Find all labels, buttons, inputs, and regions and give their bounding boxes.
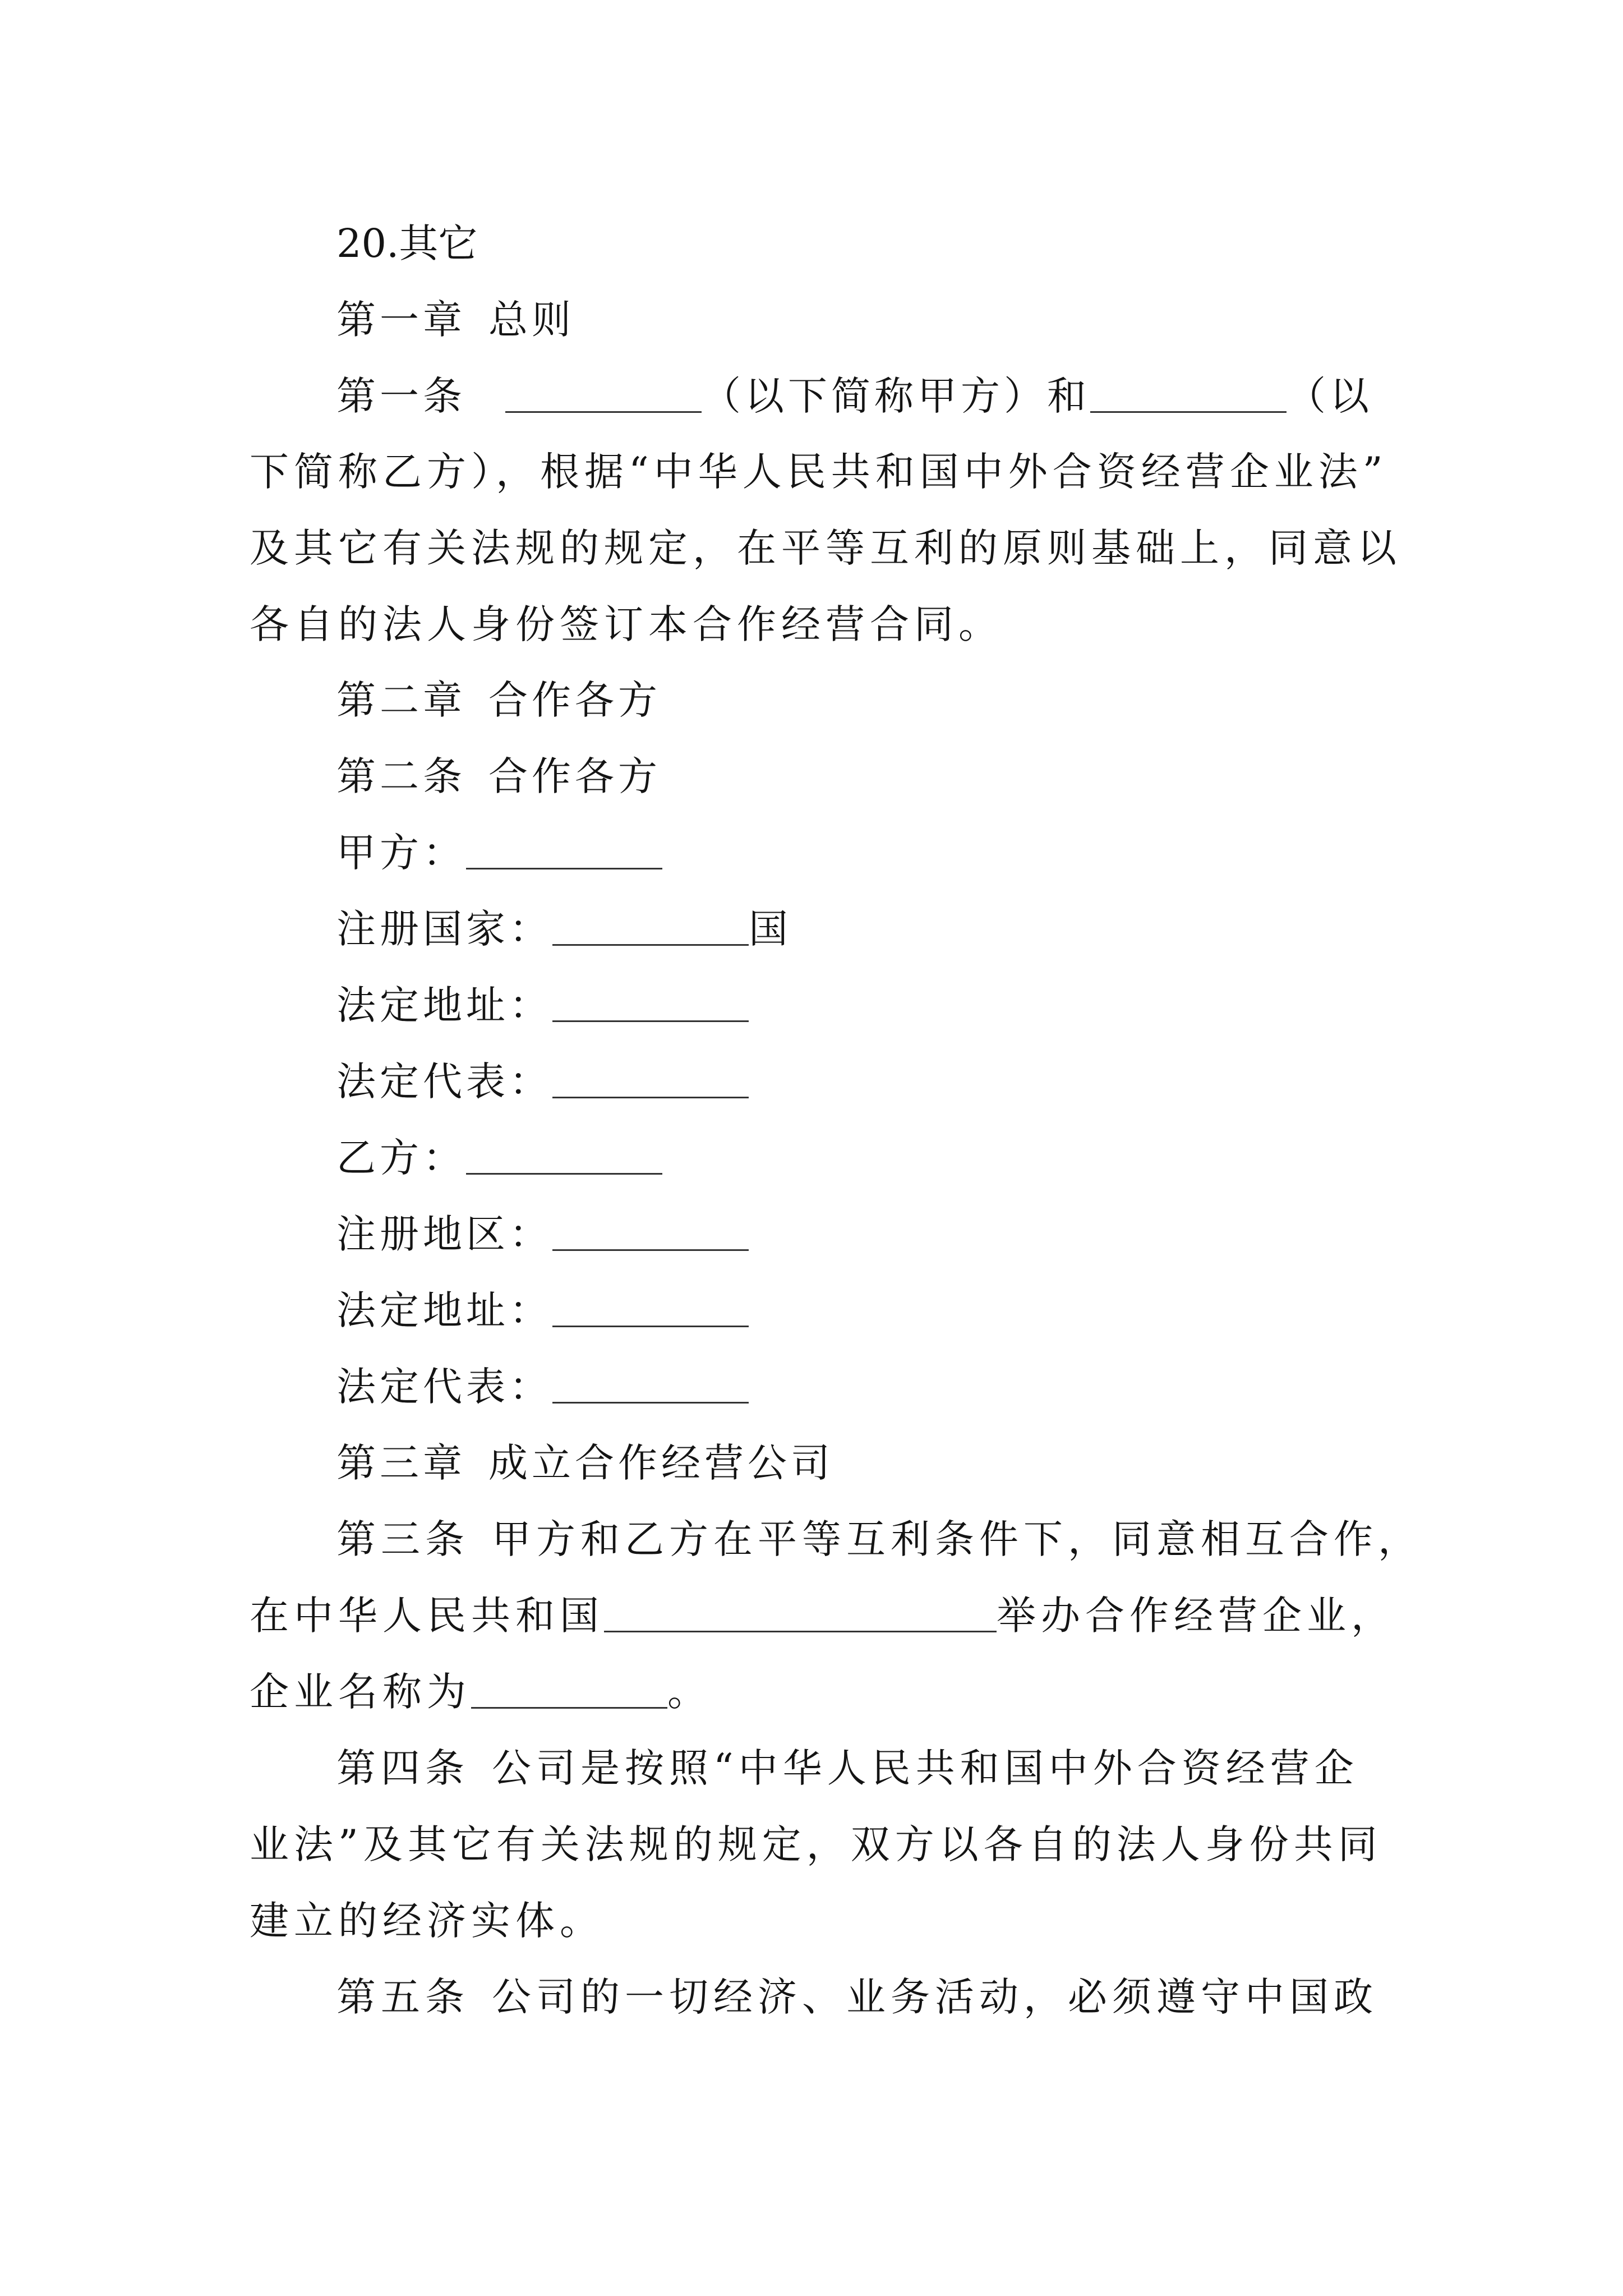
field-label: 法定代表：	[336, 1364, 552, 1410]
article-5-line-1	[336, 1970, 1378, 2024]
section-heading-other	[336, 217, 477, 270]
party-a-blank[interactable]	[466, 834, 662, 869]
paragraph-text: 。	[667, 1669, 712, 1715]
paragraph-text: 建立的经济实体。	[250, 1898, 604, 1944]
article-1-line-2	[250, 445, 1388, 499]
field-label: 注册国家：	[336, 906, 552, 952]
article-1-line-4	[250, 597, 1003, 651]
chapter-number: 第二章	[336, 677, 466, 723]
party-a-representative-blank[interactable]	[552, 1063, 749, 1098]
article-4-line-1	[336, 1741, 1359, 1795]
field-label: 乙方：	[336, 1135, 466, 1181]
article-3-line-2	[250, 1589, 1395, 1642]
article-4-line-3	[250, 1894, 604, 1948]
party-b-representative-blank[interactable]	[552, 1368, 749, 1404]
chapter-3-heading	[336, 1436, 834, 1490]
field-label: 注册地区：	[336, 1211, 552, 1257]
article-3-line-1	[336, 1512, 1422, 1566]
paragraph-text: 在中华人民共和国	[250, 1593, 604, 1639]
field-label: 甲方：	[336, 830, 466, 876]
heading-text: 20.其它	[336, 220, 478, 266]
party-b-region-field	[336, 1207, 749, 1261]
article-text: 甲方和乙方在平等互利条件下，同意相互合作，	[492, 1516, 1422, 1562]
chapter-2-heading	[336, 673, 661, 727]
chapter-1-heading	[336, 293, 575, 347]
chapter-number: 第一章	[336, 297, 466, 343]
field-label: 法定地址：	[336, 1287, 552, 1333]
party-b-field	[336, 1131, 662, 1185]
paragraph-text: 举办合作经营企业，	[997, 1593, 1395, 1639]
article-text: 公司是按照“中华人民共和国中外合资经营企	[492, 1745, 1359, 1791]
article-4-line-2	[250, 1818, 1382, 1871]
party-a-representative-field	[336, 1055, 749, 1108]
article-number: 第四条	[336, 1745, 469, 1791]
chapter-title: 总则	[488, 297, 575, 343]
party-b-name-blank[interactable]	[1090, 378, 1287, 413]
article-text: （以下简称甲方）和	[702, 373, 1090, 419]
paragraph-text: 企业名称为	[250, 1669, 471, 1715]
registration-country-blank[interactable]	[552, 910, 749, 946]
chapter-title: 成立合作经营公司	[488, 1440, 834, 1486]
party-a-address-blank[interactable]	[552, 987, 749, 1022]
party-b-address-blank[interactable]	[552, 1292, 749, 1327]
article-number: 第二条	[336, 753, 466, 799]
article-text: 公司的一切经济、业务活动，必须遵守中国政	[492, 1974, 1378, 2020]
article-number: 第一条	[336, 373, 466, 419]
article-text: （以	[1287, 373, 1373, 419]
article-3-line-3	[250, 1665, 712, 1719]
article-number: 第三条	[336, 1516, 469, 1562]
paragraph-text: 及其它有关法规的规定，在平等互利的原则基础上，同意以	[250, 525, 1401, 571]
article-1-line-3	[250, 521, 1401, 575]
chapter-number: 第三章	[336, 1440, 466, 1486]
registration-region-blank[interactable]	[552, 1216, 749, 1251]
field-label: 法定地址：	[336, 982, 552, 1028]
location-blank[interactable]	[604, 1597, 997, 1632]
article-number: 第五条	[336, 1974, 469, 2020]
chapter-title: 合作各方	[488, 677, 661, 723]
article-2-heading	[336, 749, 661, 803]
party-a-name-blank[interactable]	[505, 378, 702, 413]
field-label: 法定代表：	[336, 1059, 552, 1105]
party-b-blank[interactable]	[466, 1139, 662, 1175]
party-b-address-field	[336, 1283, 749, 1337]
paragraph-text: 各自的法人身份签订本合作经营合同。	[250, 601, 1003, 647]
article-1-line-1	[336, 369, 1373, 423]
article-title: 合作各方	[488, 753, 661, 799]
party-a-field	[336, 826, 662, 880]
party-b-representative-field	[336, 1360, 749, 1414]
paragraph-text: 下简称乙方），根据“中华人民共和国中外合资经营企业法”	[250, 449, 1388, 495]
field-suffix: 国	[749, 906, 792, 952]
party-a-country-field	[336, 902, 792, 956]
company-name-blank[interactable]	[471, 1673, 667, 1709]
party-a-address-field	[336, 978, 749, 1032]
paragraph-text: 业法”及其它有关法规的规定，双方以各自的法人身份共同	[250, 1821, 1382, 1867]
